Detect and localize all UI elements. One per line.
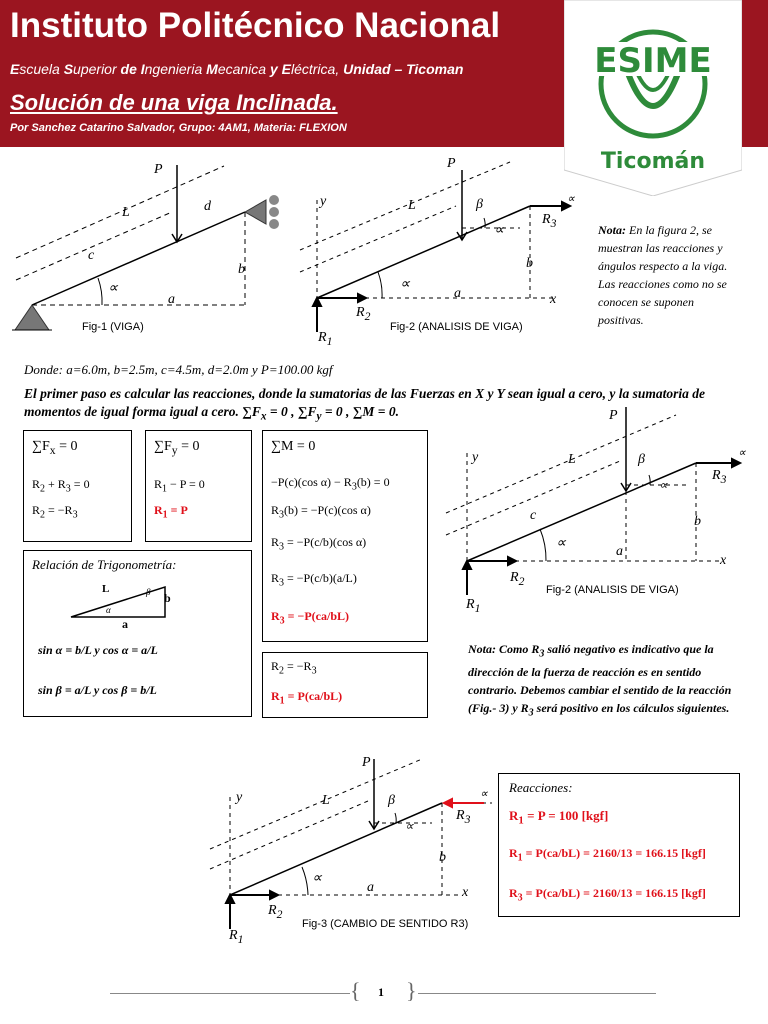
m-heading: ∑M = 0 — [271, 439, 316, 454]
fig2-label-l: L — [408, 198, 416, 213]
box-trigonometry — [23, 550, 252, 717]
fig2b-label-r3: $R_3$ — [712, 468, 727, 486]
r-eq1: $R_2 = -R_3$ — [271, 659, 317, 677]
fig1-label-d: d — [204, 199, 211, 214]
trig-formula-alpha: sin α = b/L y cos α = a/L — [38, 643, 158, 657]
box-reactions-summary — [262, 652, 428, 718]
fig2b-label-alpha-top: ∝ — [659, 478, 668, 492]
fig2b-label-b: b — [694, 514, 701, 529]
school-subtitle: Escuela Superior de Ingenieria Mecanica y Eléctrica, Unidad – Ticoman — [10, 61, 464, 77]
fig3-label-b: b — [439, 850, 446, 865]
trig-label-b: b — [164, 591, 171, 605]
m-eq1: −P(c)(cos $\alpha) - R_3(b) = 0$ — [271, 475, 390, 493]
fig1-label-l: L — [122, 205, 130, 220]
reacciones-title: Reacciones: — [509, 780, 573, 795]
fig2-label-alpha-r: ∝ — [567, 193, 575, 205]
fig2-label-r1: $R_1$ — [318, 330, 333, 348]
fig3-label-p: P — [362, 755, 371, 770]
fig2-label-y: y — [320, 194, 327, 209]
fig2-label-beta: β — [476, 197, 483, 212]
box-reacciones — [498, 773, 740, 917]
fig2b-label-x: x — [720, 553, 727, 568]
svg-text:Ticomán: Ticomán — [600, 149, 706, 174]
fig2-analysis-diagram — [290, 160, 590, 345]
svg-text:ESIME: ESIME — [594, 41, 712, 81]
fig3-label-alpha: ∝ — [312, 871, 323, 886]
trig-label-beta: β — [146, 587, 151, 597]
trig-triangle — [69, 583, 169, 621]
fig2-label-alpha-top: ∝ — [494, 223, 505, 238]
fig2-caption: Fig-2 (ANALISIS DE VIGA) — [390, 321, 523, 333]
box-sum-fy — [145, 430, 252, 542]
fig3-label-r3: $R_3$ — [456, 808, 471, 826]
fx-eq2: $R_2 = -R_3$ — [32, 503, 78, 521]
solution-title: Solución de una viga Inclinada. — [10, 90, 338, 115]
fig1-label-alpha: ∝ — [108, 281, 119, 296]
fig1-label-p: P — [154, 162, 163, 177]
fig2-label-a: a — [454, 286, 461, 301]
fig1-caption: Fig-1 (VIGA) — [82, 321, 144, 333]
fig3-label-alpha-r: ∝ — [480, 788, 488, 800]
fig2-label-b: b — [526, 256, 533, 271]
fig2b-label-alpha: ∝ — [556, 536, 567, 551]
footer-rule-right — [418, 993, 656, 994]
fy-eq1: $R_1 - P = 0$ — [154, 477, 205, 495]
page-number: 1 — [378, 985, 384, 999]
reaccion-r3-value: $R_3 = P(ca/bL) = 2160/13 = 166.15$ [kgf] — [509, 886, 706, 904]
fig3-label-a: a — [367, 880, 374, 895]
box-sum-m — [262, 430, 428, 642]
fig2-label-r2: $R_2$ — [356, 305, 371, 323]
fig3-label-x: x — [462, 885, 469, 900]
fig3-label-l: L — [322, 793, 330, 808]
fy-heading: $\sum F_y = 0$ — [154, 439, 200, 457]
fig2b-label-alpha-r: ∝ — [738, 447, 746, 459]
reaccion-r1-p: $R_1 = P = 100$ [kgf] — [509, 808, 609, 827]
fig1-beam-diagram — [10, 160, 300, 340]
note-reactions: Nota: En la figura 2, se muestran las reacciones y ángulos respecto a la viga. Las reacciones como no se conocen se suponen positivas. — [598, 223, 728, 327]
institute-title: Instituto Politécnico Nacional — [10, 6, 501, 45]
m-eq3: $R_3 = -P(c/b)(\cos$ α) — [271, 535, 367, 553]
fig3-caption: Fig-3 (CAMBIO DE SENTIDO R3) — [302, 918, 469, 930]
trig-label-a: a — [122, 617, 128, 631]
fy-result: $R_1 = P$ — [154, 503, 188, 521]
fig1-label-c: c — [88, 248, 95, 263]
reaccion-r1-value: $R_1 = P(ca/bL) = 2160/13 = 166.15$ [kgf] — [509, 846, 706, 864]
fig2b-caption: Fig-2 (ANALISIS DE VIGA) — [546, 584, 679, 596]
trig-label-alpha: α — [106, 605, 111, 615]
r-result: $R_1 = P(ca/bL)$ — [271, 689, 343, 707]
fig3-label-beta: β — [388, 793, 395, 808]
fig3-label-r2: $R_2$ — [268, 903, 283, 921]
footer-rule-left — [110, 993, 350, 994]
m-eq4: $R_3 = -P(c/b)(a/L)$ — [271, 571, 357, 589]
m-eq2: $R_3(b) = -P(c)(\cos$ α) — [271, 503, 371, 521]
fig3-direction-change-diagram — [200, 755, 500, 945]
fig2-label-r3: $R_3$ — [542, 212, 557, 230]
note-r3-direction: Nota: Como $R_3$ salió negativo es indicativo que la dirección de la fuerza de reacción es en sentido contrario. Debemos cambiar el sentido de la reacción (Fig.- 3) y $R_3$ será positivo en los cálculos siguientes. — [468, 642, 732, 719]
trig-title: Relación de Trigonometría: — [32, 557, 177, 572]
fig2b-label-p: P — [609, 408, 618, 423]
author-byline: Por Sanchez Catarino Salvador, Grupo: 4AM1, Materia: FLEXION — [10, 122, 347, 134]
fig1-label-a: a — [168, 292, 175, 307]
trig-label-l: L — [102, 583, 110, 595]
fig2b-label-l: L — [568, 452, 576, 467]
fig3-label-alpha-top: ∝ — [405, 819, 414, 833]
fig2b-label-r2: $R_2$ — [510, 570, 525, 588]
fig2b-label-r1: $R_1$ — [466, 597, 481, 615]
fig2b-label-c: c — [530, 508, 537, 523]
fx-eq1: $R_2 + R_3 = 0$ — [32, 477, 90, 495]
fx-heading: $\sum F_x = 0$ — [32, 439, 78, 457]
fig3-label-y: y — [236, 790, 243, 805]
fig2b-label-y: y — [472, 450, 479, 465]
fig2b-label-beta: β — [638, 452, 645, 467]
fig2b-label-a: a — [616, 544, 623, 559]
box-sum-fx — [23, 430, 132, 542]
esime-logo — [564, 0, 742, 196]
fig2-label-x: x — [550, 292, 557, 307]
trig-formula-beta: sin β = a/L y cos β = b/L — [38, 683, 157, 697]
fig1-label-b: b — [238, 262, 245, 277]
fig2-label-p: P — [447, 156, 456, 171]
page-number-brackets: { } 1 — [350, 978, 417, 1003]
fig2-label-alpha: ∝ — [400, 277, 411, 292]
given-values: Donde: a=6.0m, b=2.5m, c=4.5m, d=2.0m y P=100.00 kgf — [24, 362, 333, 377]
m-result: $R_3 = -P(ca/bL)$ — [271, 609, 350, 627]
step-paragraph: El primer paso es calcular las reacciones, donde la sumatorias de las Fuerzas en X y Y sean igual a cero, y la sumatoria de momentos de igual forma igual a cero. $\sum F_x = 0$ , $\sum F_y = 0$ , ∑M = 0. — [24, 386, 706, 423]
fig3-label-r1: $R_1$ — [229, 928, 244, 946]
